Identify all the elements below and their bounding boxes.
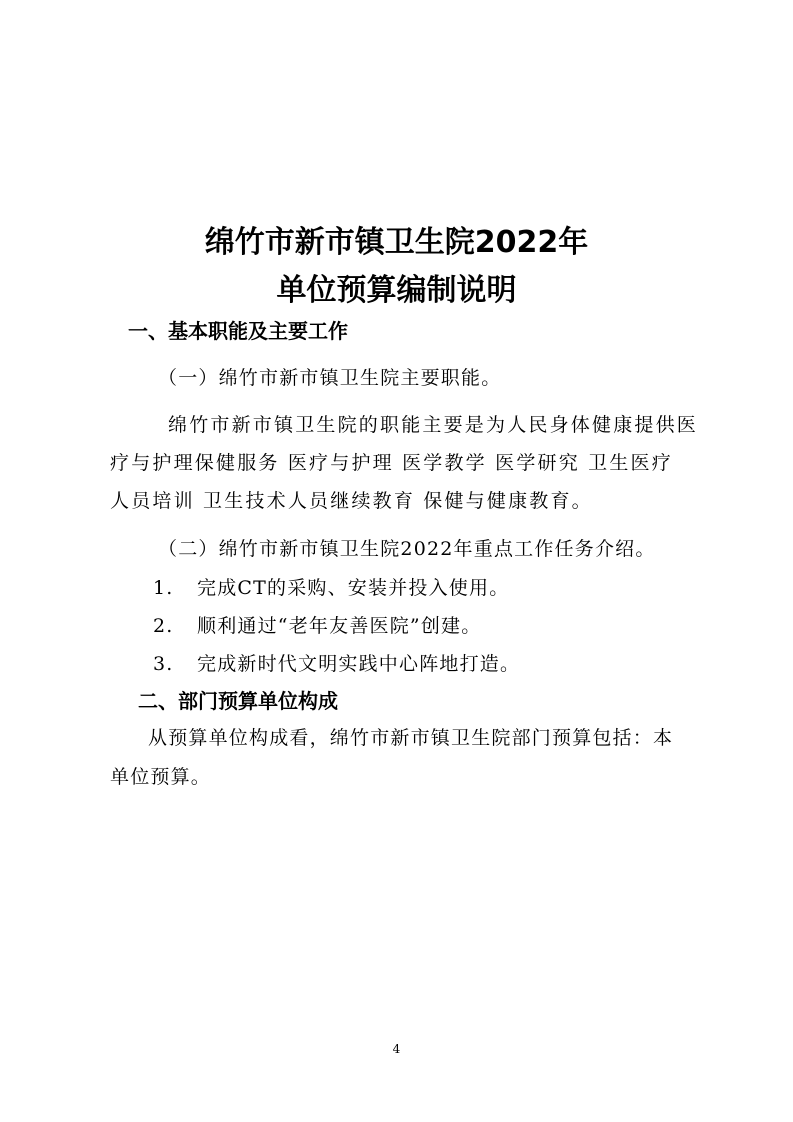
task-item-3 [153, 651, 520, 677]
subsection-heading-main-functions: （一）绵竹市新市镇卫生院主要职能。 [158, 367, 502, 389]
composition-paragraph-line-2: 单位预算。 [110, 766, 212, 788]
section-heading-basic-functions: 一、基本职能及主要工作 [128, 319, 348, 343]
section-heading-budget-units: 二、部门预算单位构成 [138, 689, 338, 713]
page-number: 4 [392, 1042, 401, 1056]
composition-paragraph-line-1: 从预算单位构成看，绵竹市新市镇卫生院部门预算包括：本 [148, 727, 674, 749]
task-item-1 [153, 575, 509, 601]
task-text: 完成新时代文明实践中心阵地打造。 [197, 653, 521, 675]
functions-paragraph-line-1: 绵竹市新市镇卫生院的职能主要是为人民身体健康提供医 [168, 414, 699, 436]
task-number: 1. [153, 577, 174, 599]
document-title-line-2: 单位预算编制说明 [276, 273, 517, 308]
functions-paragraph-line-3: 人员培训 卫生技术人员继续教育 保健与健康教育。 [110, 490, 593, 512]
task-text: 顺利通过“老年友善医院”创建。 [197, 615, 482, 637]
task-number: 3. [153, 653, 174, 675]
task-item-2 [153, 613, 481, 639]
functions-paragraph-line-2: 疗与护理保健服务 医疗与护理 医学教学 医学研究 卫生医疗 [110, 452, 673, 474]
task-number: 2. [153, 615, 174, 637]
task-text: 完成CT的采购、安装并投入使用。 [197, 577, 510, 599]
subsection-heading-key-tasks: （二）绵竹市新市镇卫生院2022年重点工作任务介绍。 [158, 538, 656, 560]
document-title-line-1: 绵竹市新市镇卫生院2022年 [204, 225, 589, 260]
